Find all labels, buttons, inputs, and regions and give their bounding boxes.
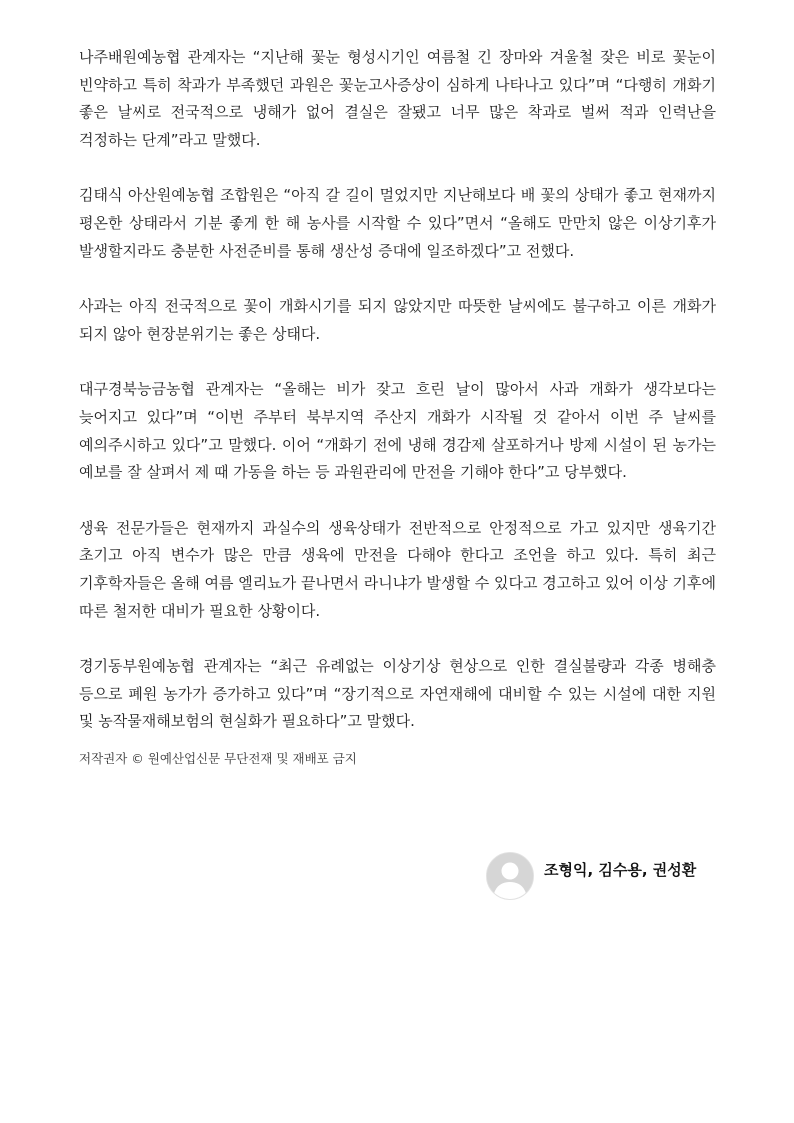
article-paragraph-5: 생육 전문가들은 현재까지 과실수의 생육상태가 전반적으로 안정적으로 가고 있지만 생육기간 초기고 아직 변수가 많은 만큼 생육에 만전을 다해야 한다고 조언을 하고 있다. 특히 최근 기후학자들은 올해 여름 엘리뇨가 끝나면서 라니냐가 발생할 수 있다고 경고하고 있어 이상 기후에 따른 철저한 대비가 필요한 상황이다. <box>79 518 716 620</box>
article-paragraph-4: 대구경북능금농협 관계자는 “올해는 비가 잦고 흐린 날이 많아서 사과 개화가 생각보다는 늦어지고 있다”며 “이번 주부터 북부지역 주산지 개화가 시작될 것 같아서 이번 주 날씨를 예의주시하고 있다”고 말했다. 이어 “개화기 전에 냉해 경감제 살포하거나 방제 시설이 된 농가는 예보를 잘 살펴서 제 때 가동을 하는 등 과원관리에 만전을 기해야 한다”고 당부했다. <box>79 380 716 482</box>
copyright-notice: 저작권자 © 원예산업신문 무단전재 및 재배포 금지 <box>79 750 357 766</box>
article-paragraph-3: 사과는 아직 전국적으로 꽃이 개화시기를 되지 않았지만 따뜻한 날씨에도 불구하고 이른 개화가 되지 않아 현장분위기는 좋은 상태다. <box>79 297 716 343</box>
article-paragraph-2: 김태식 아산원예농협 조합원은 “아직 갈 길이 멀었지만 지난해보다 배 꽃의 상태가 좋고 현재까지 평온한 상태라서 기분 좋게 한 해 농사를 시작할 수 있다”면서 “올해도 만만치 않은 이상기후가 발생할지라도 충분한 사전준비를 통해 생산성 증대에 일조하겠다”고 전했다. <box>79 186 716 260</box>
user-avatar-icon[interactable] <box>486 852 534 900</box>
article-paragraph-1: 나주배원예농협 관계자는 “지난해 꽃눈 형성시기인 여름철 긴 장마와 겨울철 잦은 비로 꽃눈이 빈약하고 특히 착과가 부족했던 과원은 꽃눈고사증상이 심하게 나타나고 있다”며 “다행히 개화기 좋은 날씨로 전국적으로 냉해가 없어 결실은 잘됐고 너무 많은 착과로 벌써 적과 인력난을 걱정하는 단계”라고 말했다. <box>79 48 716 149</box>
article-paragraph-6: 경기동부원예농협 관계자는 “최근 유례없는 이상기상 현상으로 인한 결실불량과 각종 병해충 등으로 폐원 농가가 증가하고 있다”며 “장기적으로 자연재해에 대비할 수 있는 시설에 대한 지원 및 농작물재해보험의 현실화가 필요하다”고 말했다. <box>79 657 716 731</box>
article-body <box>79 44 716 768</box>
author-names[interactable]: 조형익, 김수용, 권성환 <box>544 860 697 879</box>
author-byline <box>486 852 718 900</box>
